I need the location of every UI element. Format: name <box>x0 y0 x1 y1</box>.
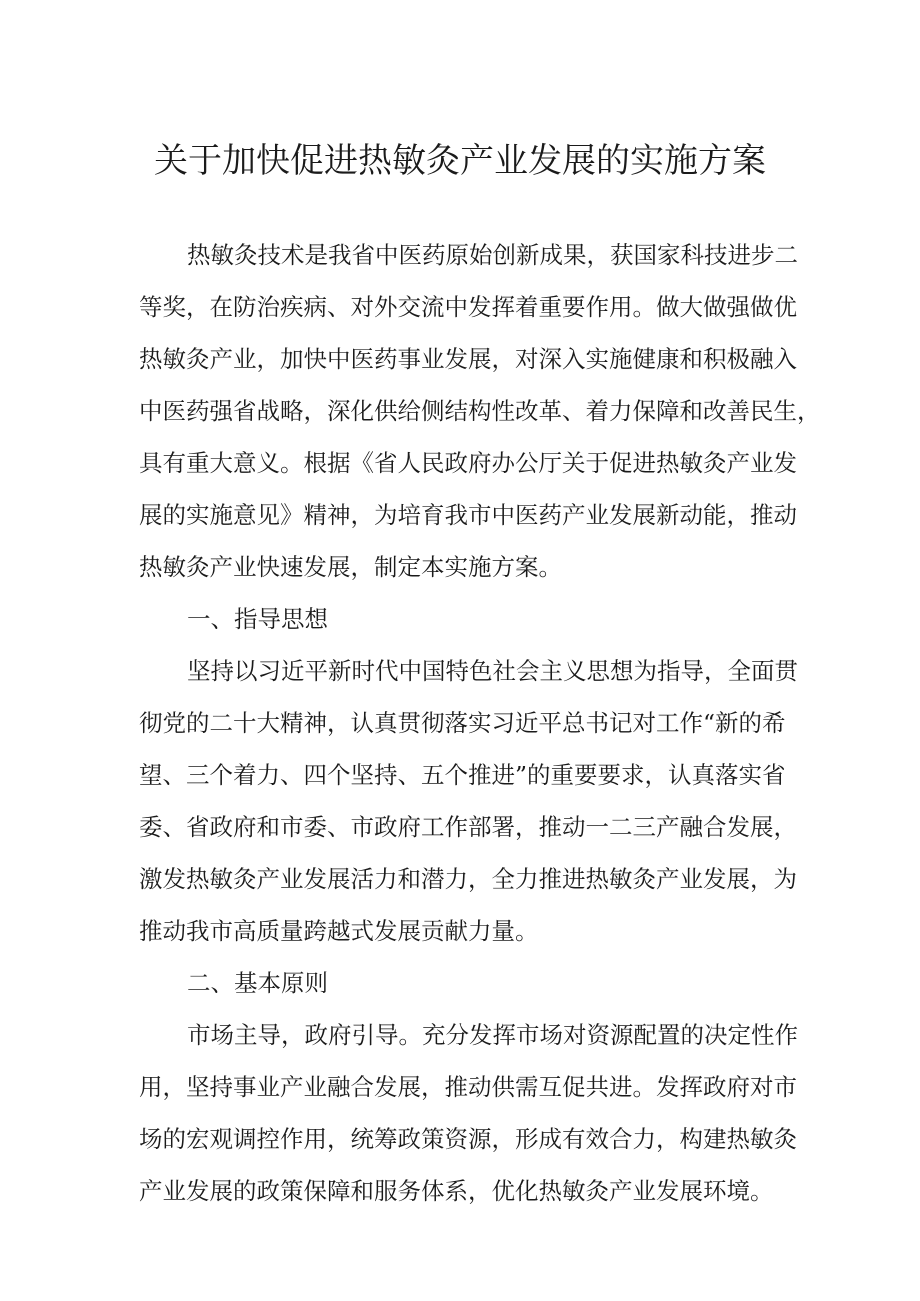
text-line: 中医药强省战略，深化供给侧结构性改革、着力保障和改善民生， <box>139 397 821 425</box>
text-line: 场的宏观调控作用，统筹政策资源，形成有效合力，构建热敏灸 <box>139 1125 797 1153</box>
text-line: 坚持以习近平新时代中国特色社会主义思想为指导，全面贯 <box>187 657 798 685</box>
text-line: 推动我市高质量跨越式发展贡献力量。 <box>139 917 539 945</box>
text-line: 展的实施意见》精神，为培育我市中医药产业发展新动能，推动 <box>139 501 797 529</box>
text-line: 具有重大意义。根据《省人民政府办公厅关于促进热敏灸产业发 <box>139 449 797 477</box>
text-line: 望、三个着力、四个坚持、五个推进”的重要要求，认真落实省 <box>139 761 786 789</box>
text-line: 彻党的二十大精神，认真贯彻落实习近平总书记对工作“新的希 <box>139 709 786 737</box>
text-line: 等奖，在防治疾病、对外交流中发挥着重要作用。做大做强做优 <box>139 293 797 321</box>
section-heading: 一、指导思想 <box>187 605 328 633</box>
text-line: 热敏灸技术是我省中医药原始创新成果，获国家科技进步二 <box>187 241 798 269</box>
text-line: 热敏灸产业，加快中医药事业发展，对深入实施健康和积极融入 <box>139 345 797 373</box>
text-line: 委、省政府和市委、市政府工作部署，推动一二三产融合发展， <box>139 813 797 841</box>
text-line: 激发热敏灸产业发展活力和潜力，全力推进热敏灸产业发展，为 <box>139 865 797 893</box>
text-line: 用，坚持事业产业融合发展，推动供需互促共进。发挥政府对市 <box>139 1073 797 1101</box>
text-line: 市场主导，政府引导。充分发挥市场对资源配置的决定性作 <box>187 1021 798 1049</box>
text-line: 产业发展的政策保障和服务体系，优化热敏灸产业发展环境。 <box>139 1177 774 1205</box>
section-heading: 二、基本原则 <box>187 969 328 997</box>
text-line: 热敏灸产业快速发展，制定本实施方案。 <box>139 553 562 581</box>
document-title: 关于加快促进热敏灸产业发展的实施方案 <box>154 141 766 181</box>
